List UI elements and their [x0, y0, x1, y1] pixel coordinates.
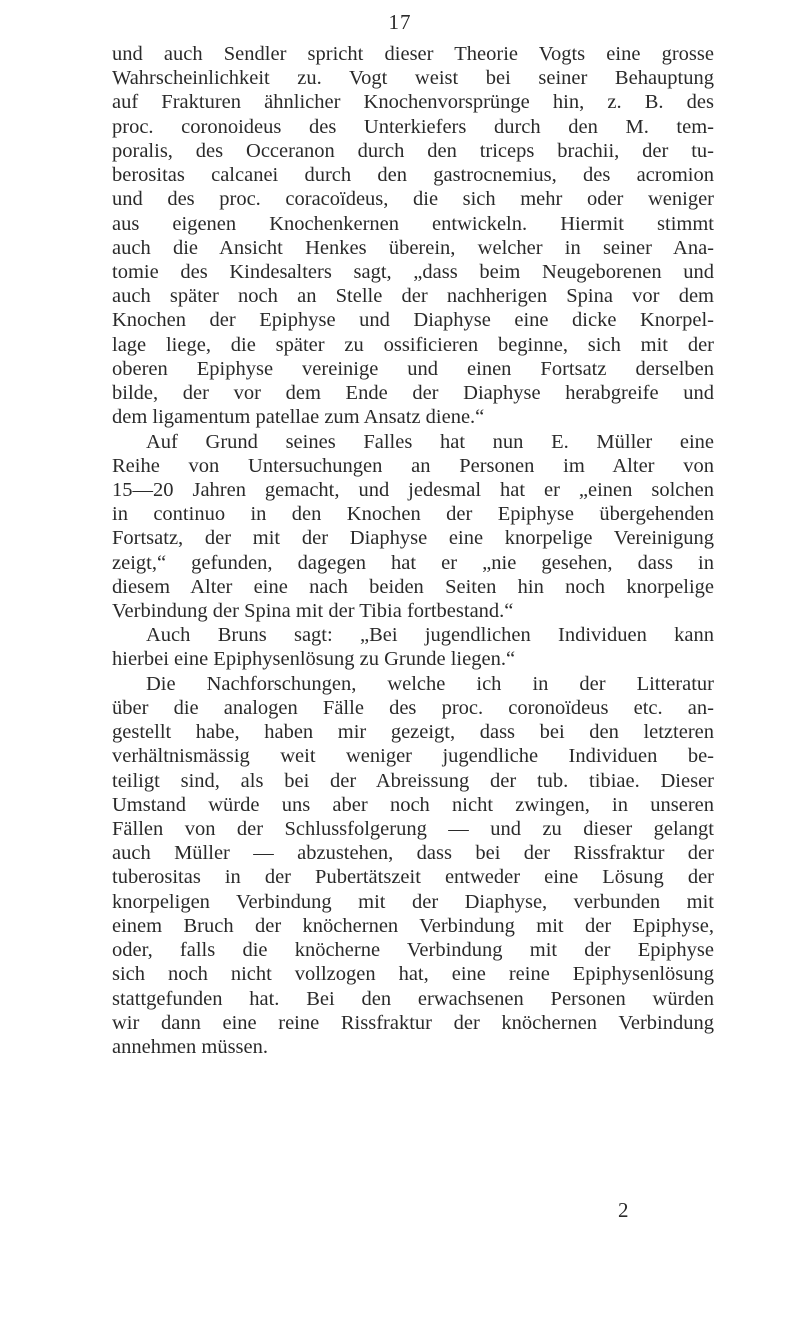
text-line: lage liege, die später zu ossificieren beginne, sich mit der [112, 333, 714, 356]
page-number: 17 [388, 10, 412, 34]
text-line: und auch Sendler spricht dieser Theorie Vogts eine grosse [112, 43, 714, 65]
text-line: tuberositas in der Pubertätszeit entweder eine Lösung der [112, 866, 714, 889]
text-line: Wahrscheinlichkeit zu. Vogt weist bei seiner Behauptung [112, 67, 714, 90]
text-line: teiligt sind, als bei der Abreissung der tub. tibiae. Dieser [112, 769, 714, 792]
text-line: proc. coronoideus des Unterkiefers durch den M. tem- [112, 115, 714, 138]
text-line: Auch Bruns sagt: „Bei jugendlichen Individuen kann [146, 624, 714, 647]
text-line: dem ligamentum patellae zum Ansatz diene.“ [112, 406, 485, 429]
text-line: oder, falls die knöcherne Verbindung mit der Epiphyse [112, 939, 714, 962]
text-line: bilde, der vor dem Ende der Diaphyse herabgreife und [112, 382, 714, 405]
text-line: 15—20 Jahren gemacht, und jedesmal hat er „einen solchen [112, 478, 714, 501]
text-line: zeigt,“ gefunden, dagegen hat er „nie gesehen, dass in [112, 551, 714, 574]
text-line: verhältnismässig weit weniger jugendliche Individuen be- [112, 745, 714, 768]
text-line: poralis, des Occeranon durch den triceps brachii, der tu- [112, 139, 714, 162]
text-line: Knochen der Epiphyse und Diaphyse eine dicke Knorpel- [112, 309, 714, 332]
text-line: sich noch nicht vollzogen hat, eine reine Epiphysenlösung [112, 963, 714, 986]
text-line: Verbindung der Spina mit der Tibia fortbestand.“ [112, 600, 514, 623]
text-line: annehmen müssen. [112, 1035, 268, 1058]
text-line: gestellt habe, haben mir gezeigt, dass bei den letzteren [112, 721, 714, 744]
text-line: Umstand würde uns aber noch nicht zwingen, in unseren [112, 793, 714, 816]
text-line: berositas calcanei durch den gastrocnemius, des acromion [112, 164, 714, 187]
text-line: auch die Ansicht Henkes überein, welcher in seiner Ana- [112, 236, 714, 259]
text-line: über die analogen Fälle des proc. coronoïdeus etc. an- [112, 696, 714, 719]
signature-mark: 2 [618, 1198, 629, 1222]
text-line: auch Müller — abzustehen, dass bei der Rissfraktur der [112, 842, 714, 865]
text-line: auch später noch an Stelle der nachherigen Spina vor dem [112, 285, 714, 308]
text-line: oberen Epiphyse vereinige und einen Fortsatz derselben [112, 357, 714, 380]
text-line: Reihe von Untersuchungen an Personen im Alter von [112, 454, 714, 477]
text-line: Fällen von der Schlussfolgerung — und zu dieser gelangt [112, 818, 714, 840]
text-line: Auf Grund seines Falles hat nun E. Müller eine [146, 430, 714, 453]
text-line: knorpeligen Verbindung mit der Diaphyse, verbunden mit [112, 890, 714, 913]
text-line: Fortsatz, der mit der Diaphyse eine knorpelige Vereinigung [112, 527, 714, 550]
text-line: wir dann eine reine Rissfraktur der knöchernen Verbindung [112, 1011, 714, 1034]
text-line: und des proc. coracoïdeus, die sich mehr oder weniger [112, 188, 714, 211]
text-line: auf Frakturen ähnlicher Knochenvorsprünge hin, z. B. des [112, 91, 714, 114]
text-line: diesem Alter eine nach beiden Seiten hin noch knorpelige [112, 575, 714, 598]
body-text [112, 42, 714, 1059]
text-line: stattgefunden hat. Bei den erwachsenen Personen würden [112, 987, 714, 1010]
text-line: hierbei eine Epiphysenlösung zu Grunde liegen.“ [112, 648, 516, 671]
text-line: Die Nachforschungen, welche ich in der Litteratur [146, 672, 714, 695]
text-line: tomie des Kindesalters sagt, „dass beim Neugeborenen und [112, 260, 714, 283]
text-line: aus eigenen Knochenkernen entwickeln. Hiermit stimmt [112, 212, 714, 235]
text-line: in continuo in den Knochen der Epiphyse übergehenden [112, 503, 714, 526]
text-line: einem Bruch der knöchernen Verbindung mit der Epiphyse, [112, 914, 714, 937]
